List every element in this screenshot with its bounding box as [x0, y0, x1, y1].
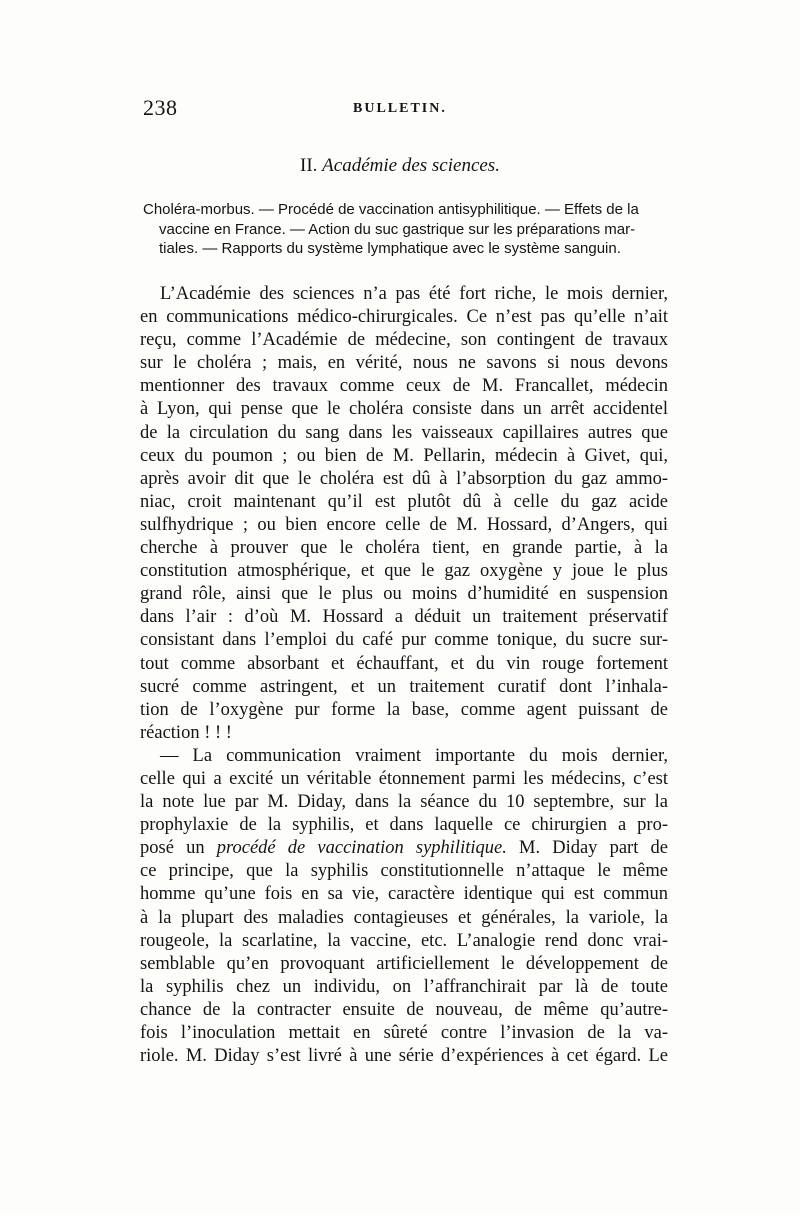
paragraph-line: en communications médico-chirurgicales. Ce n’est pas qu’elle n’ait	[140, 307, 668, 328]
paragraph-line: dans l’air : d’où M. Hossard a déduit un traitement préservatif	[140, 607, 668, 628]
page-header	[143, 95, 668, 125]
section-title	[0, 155, 800, 177]
paragraph-line: constitution atmosphérique, et que le gaz oxygène y joue le plus	[140, 561, 668, 582]
line-end: M. Diday part de	[506, 838, 668, 859]
paragraph-line: ce principe, que la syphilis constitutionnelle n’attaque le même	[140, 861, 668, 882]
paragraph-line: sulfhydrique ; ou bien encore celle de M. Hossard, d’Angers, qui	[140, 514, 668, 535]
paragraph-line: cherche à prouver que le choléra tient, en grande partie, à la	[140, 538, 668, 559]
paragraph-line-with-italic	[140, 837, 668, 860]
paragraph-line: homme qu’une fois en sa vie, caractère identique qui est commun	[140, 884, 668, 905]
summary-line: tiales. — Rapports du système lymphatique avec le système sanguin.	[159, 240, 621, 257]
paragraph-line: mentionner des travaux comme ceux de M. Francallet, médecin	[140, 376, 668, 397]
page-number: 238	[143, 95, 178, 120]
paragraph-line: la syphilis chez un individu, on l’affranchirait par là de toute	[140, 976, 668, 997]
paragraph-line: tion de l’oxygène pur forme la base, comme agent puissant de	[140, 699, 668, 720]
section-summary	[143, 200, 668, 259]
paragraph-line: celle qui a excité un véritable étonnement parmi les médecins, c’est	[140, 768, 668, 789]
body-text	[140, 283, 668, 1068]
summary-line: Choléra-morbus. — Procédé de vaccination antisyphilitique. — Effets de la	[143, 201, 639, 218]
paragraph-line: réaction ! ! !	[140, 722, 232, 743]
running-head: BULLETIN.	[353, 101, 447, 116]
paragraph-line: tout comme absorbant et échauffant, et du vin rouge fortement	[140, 653, 668, 674]
paragraph-line: après avoir dit que le choléra est dû à l’absorption du gaz ammo-	[140, 468, 668, 489]
line-start: posé un	[140, 838, 217, 859]
paragraph-line: riole. M. Diday s’est livré à une série d’expériences à cet égard. Le	[140, 1046, 668, 1067]
paragraph-line: rougeole, la scarlatine, la vaccine, etc. L’analogie rend donc vrai-	[140, 930, 668, 951]
paragraph-line: de la circulation du sang dans les vaisseaux capillaires autres que	[140, 422, 668, 443]
paragraph-line: fois l’inoculation mettait en sûreté contre l’invasion de la va-	[140, 1023, 668, 1043]
paragraph-line: reçu, comme l’Académie de médecine, son contingent de travaux	[140, 330, 668, 351]
paragraph-line: niac, croit maintenant qu’il est plutôt dû à celle du gaz acide	[140, 491, 668, 512]
italic-phrase: procédé de vaccination syphilitique.	[216, 838, 507, 859]
paragraph-line: grand rôle, ainsi que le plus ou moins d’humidité en suspension	[140, 584, 668, 605]
section-number: II.	[300, 155, 318, 176]
paragraph-line: la note lue par M. Diday, dans la séance du 10 septembre, sur la	[140, 792, 668, 813]
paragraph-line: — La communication vraiment importante du mois dernier,	[160, 745, 668, 766]
paragraph-line: prophylaxie de la syphilis, et dans laquelle ce chirurgien a pro-	[140, 815, 668, 836]
paragraph-line: consistant dans l’emploi du café pur comme tonique, du sucre sur-	[140, 630, 668, 651]
paragraph-line: sucré comme astringent, et un traitement curatif dont l’inhala-	[140, 676, 668, 697]
paragraph-line: à la plupart des maladies contagieuses et générales, la variole, la	[140, 907, 668, 928]
paragraph-line: semblable qu’en provoquant artificiellement le développement de	[140, 953, 668, 974]
section-title-text: Académie des sciences.	[322, 155, 500, 176]
paragraph-line: sur le choléra ; mais, en vérité, nous ne savons si nous devons	[140, 353, 668, 374]
paragraph-line: L’Académie des sciences n’a pas été fort riche, le mois dernier,	[160, 284, 668, 304]
paragraph-line: chance de la contracter ensuite de nouveau, de même qu’autre-	[140, 999, 668, 1020]
paragraph-line: à Lyon, qui pense que le choléra consiste dans un arrêt accidentel	[140, 399, 668, 420]
paragraph-line: ceux du poumon ; ou bien de M. Pellarin, médecin à Givet, qui,	[140, 445, 668, 466]
summary-line: vaccine en France. — Action du suc gastrique sur les préparations mar-	[159, 220, 636, 238]
